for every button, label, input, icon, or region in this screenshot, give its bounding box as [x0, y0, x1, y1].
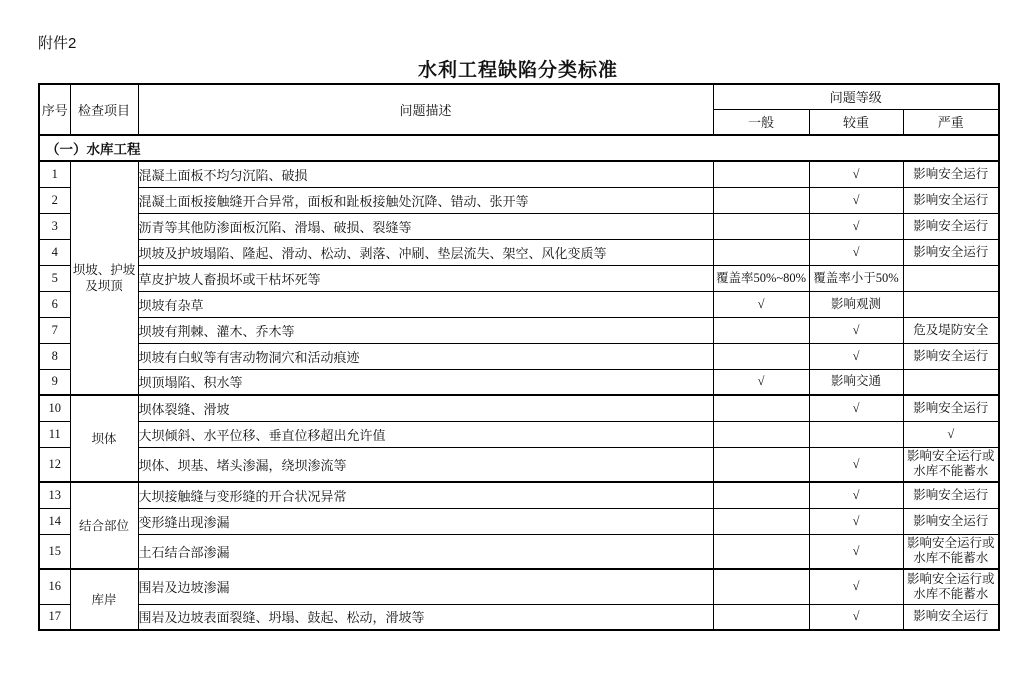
table-row — [39, 291, 999, 317]
grade-general-cell — [713, 508, 809, 534]
grade-severe-cell: 影响安全运行 — [903, 604, 999, 630]
row-number: 1 — [39, 161, 70, 187]
grade-moderate-cell: √ — [809, 343, 903, 369]
page-title: 水利工程缺陷分类标准 — [417, 60, 618, 81]
defect-description: 坝体、坝基、堵头渗漏，绕坝渗流等 — [138, 447, 713, 482]
row-number: 17 — [39, 604, 70, 630]
row-number: 14 — [39, 508, 70, 534]
header-grade-general: 一般 — [713, 109, 809, 135]
row-number: 9 — [39, 369, 70, 395]
grade-severe-cell: 影响安全运行或水库不能蓄水 — [903, 534, 999, 569]
header-seq: 序号 — [39, 84, 70, 135]
row-number: 11 — [39, 421, 70, 447]
grade-moderate-cell: √ — [809, 604, 903, 630]
defect-description: 混凝土面板接触缝开合异常，面板和趾板接触处沉降、错动、张开等 — [138, 187, 713, 213]
row-number: 15 — [39, 534, 70, 569]
table-row — [39, 161, 999, 187]
table-row — [39, 343, 999, 369]
header-grade-moderate: 较重 — [809, 109, 903, 135]
grade-severe-cell — [903, 265, 999, 291]
table-row — [39, 569, 999, 604]
defect-description: 坝顶塌陷、积水等 — [138, 369, 713, 395]
table-row — [39, 508, 999, 534]
table-row — [39, 213, 999, 239]
section-header-row — [39, 135, 999, 161]
row-number: 5 — [39, 265, 70, 291]
grade-severe-cell: 影响安全运行 — [903, 508, 999, 534]
defect-description: 混凝土面板不均匀沉陷、破损 — [138, 161, 713, 187]
grade-severe-cell: √ — [903, 421, 999, 447]
grade-general-cell: √ — [713, 291, 809, 317]
defect-description: 大坝接触缝与变形缝的开合状况异常 — [138, 482, 713, 508]
row-number: 8 — [39, 343, 70, 369]
grade-moderate-cell: √ — [809, 213, 903, 239]
grade-moderate-cell: √ — [809, 239, 903, 265]
row-number: 2 — [39, 187, 70, 213]
grade-severe-cell: 影响安全运行 — [903, 213, 999, 239]
defect-description: 坝坡有杂草 — [138, 291, 713, 317]
row-number: 13 — [39, 482, 70, 508]
grade-severe-cell: 影响安全运行 — [903, 239, 999, 265]
grade-severe-cell: 影响安全运行 — [903, 343, 999, 369]
defect-description: 大坝倾斜、水平位移、垂直位移超出允许值 — [138, 421, 713, 447]
grade-moderate-cell: √ — [809, 161, 903, 187]
grade-general-cell — [713, 213, 809, 239]
defect-description: 坝坡有荆棘、灌木、乔木等 — [138, 317, 713, 343]
table-row — [39, 187, 999, 213]
row-number: 12 — [39, 447, 70, 482]
grade-general-cell — [713, 569, 809, 604]
table-row — [39, 239, 999, 265]
grade-general-cell — [713, 343, 809, 369]
row-number: 3 — [39, 213, 70, 239]
grade-severe-cell — [903, 369, 999, 395]
header-grade-severe: 严重 — [903, 109, 999, 135]
attachment-label: 附件2 — [38, 35, 77, 52]
grade-general-cell — [713, 534, 809, 569]
grade-general-cell: 覆盖率50%~80% — [713, 265, 809, 291]
header-row-1 — [39, 84, 999, 109]
grade-moderate-cell: √ — [809, 508, 903, 534]
header-problem-grade: 问题等级 — [713, 84, 999, 109]
grade-general-cell: √ — [713, 369, 809, 395]
grade-general-cell — [713, 187, 809, 213]
grade-moderate-cell: 影响观测 — [809, 291, 903, 317]
grade-general-cell — [713, 604, 809, 630]
table-row — [39, 447, 999, 482]
inspection-item-group-joint-parts: 结合部位 — [70, 482, 138, 569]
defect-description: 变形缝出现渗漏 — [138, 508, 713, 534]
grade-general-cell — [713, 482, 809, 508]
grade-moderate-cell: √ — [809, 187, 903, 213]
defect-description: 沥青等其他防渗面板沉陷、滑塌、破损、裂缝等 — [138, 213, 713, 239]
grade-general-cell — [713, 395, 809, 421]
grade-severe-cell: 影响安全运行或水库不能蓄水 — [903, 447, 999, 482]
section-title: （一）水库工程 — [39, 135, 999, 161]
table-row — [39, 534, 999, 569]
table-row — [39, 265, 999, 291]
inspection-item-group-dam-body: 坝体 — [70, 395, 138, 482]
row-number: 4 — [39, 239, 70, 265]
row-number: 7 — [39, 317, 70, 343]
grade-severe-cell: 危及堤防安全 — [903, 317, 999, 343]
row-number: 6 — [39, 291, 70, 317]
grade-severe-cell: 影响安全运行或水库不能蓄水 — [903, 569, 999, 604]
grade-severe-cell: 影响安全运行 — [903, 187, 999, 213]
defect-description: 坝坡及护坡塌陷、隆起、滑动、松动、剥落、冲刷、垫层流失、架空、风化变质等 — [138, 239, 713, 265]
table-row — [39, 421, 999, 447]
grade-general-cell — [713, 161, 809, 187]
grade-general-cell — [713, 317, 809, 343]
defect-description: 围岩及边坡表面裂缝、坍塌、鼓起、松动，滑坡等 — [138, 604, 713, 630]
table-row — [39, 482, 999, 508]
grade-severe-cell — [903, 291, 999, 317]
header-inspection-item: 检查项目 — [70, 84, 138, 135]
defect-description: 坝体裂缝、滑坡 — [138, 395, 713, 421]
defect-description: 围岩及边坡渗漏 — [138, 569, 713, 604]
grade-moderate-cell: √ — [809, 447, 903, 482]
table-row — [39, 604, 999, 630]
defect-description: 草皮护坡人畜损坏或干枯坏死等 — [138, 265, 713, 291]
grade-severe-cell: 影响安全运行 — [903, 482, 999, 508]
inspection-item-group-dam-slope: 坝坡、护坡及坝顶 — [70, 161, 138, 395]
grade-general-cell — [713, 239, 809, 265]
grade-severe-cell: 影响安全运行 — [903, 395, 999, 421]
grade-moderate-cell: √ — [809, 482, 903, 508]
grade-moderate-cell: 影响交通 — [809, 369, 903, 395]
header-problem-description: 问题描述 — [138, 84, 713, 135]
grade-moderate-cell — [809, 421, 903, 447]
grade-moderate-cell: √ — [809, 317, 903, 343]
table-row — [39, 395, 999, 421]
row-number: 16 — [39, 569, 70, 604]
grade-moderate-cell: 覆盖率小于50% — [809, 265, 903, 291]
grade-moderate-cell: √ — [809, 395, 903, 421]
grade-moderate-cell: √ — [809, 569, 903, 604]
grade-moderate-cell: √ — [809, 534, 903, 569]
defect-description: 土石结合部渗漏 — [138, 534, 713, 569]
grade-general-cell — [713, 447, 809, 482]
row-number: 10 — [39, 395, 70, 421]
defect-classification-table — [38, 83, 1000, 631]
grade-severe-cell: 影响安全运行 — [903, 161, 999, 187]
grade-general-cell — [713, 421, 809, 447]
table-row — [39, 369, 999, 395]
table-row — [39, 317, 999, 343]
inspection-item-group-reservoir-bank: 库岸 — [70, 569, 138, 630]
defect-description: 坝坡有白蚁等有害动物洞穴和活动痕迹 — [138, 343, 713, 369]
